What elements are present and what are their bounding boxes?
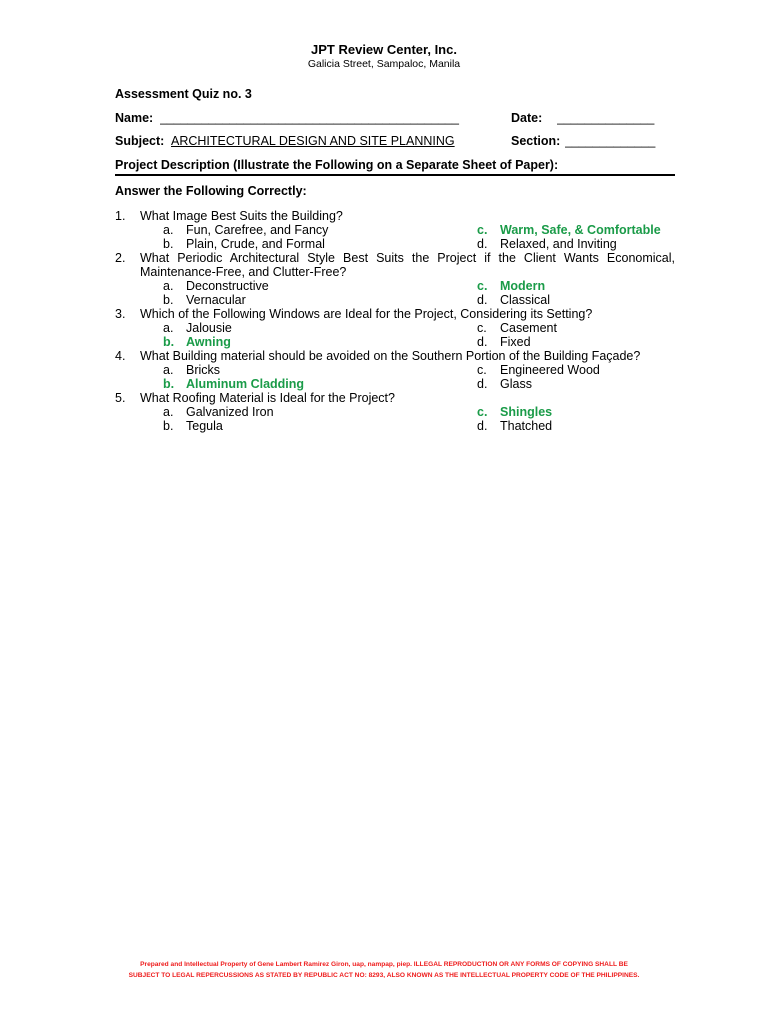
option-letter: d. bbox=[477, 293, 488, 307]
copyright-footer bbox=[60, 959, 708, 981]
correct-option-text: Warm, Safe, & Comfortable bbox=[500, 223, 661, 237]
option-text: Thatched bbox=[500, 419, 553, 433]
section-field[interactable]: _____________ bbox=[565, 134, 656, 148]
option-letter: a. bbox=[163, 363, 174, 377]
option-text: Jalousie bbox=[186, 321, 232, 335]
subject-value: ARCHITECTURAL DESIGN AND SITE PLANNING bbox=[171, 134, 455, 148]
name-field[interactable]: ___________________________________________ bbox=[160, 111, 459, 125]
correct-option-text: Shingles bbox=[500, 405, 553, 419]
section-heading: Answer the Following Correctly: bbox=[115, 184, 307, 198]
option-text: Tegula bbox=[186, 419, 223, 433]
name-label: Name: bbox=[115, 111, 154, 125]
organization-title: JPT Review Center, Inc. bbox=[311, 42, 457, 57]
option-text: Galvanized Iron bbox=[186, 405, 274, 419]
option-letter: b. bbox=[163, 419, 174, 433]
option-letter: d. bbox=[477, 377, 488, 391]
option-text: Fixed bbox=[500, 335, 531, 349]
option-text: Glass bbox=[500, 377, 532, 391]
section-label: Section: bbox=[511, 134, 561, 148]
quiz-label: Assessment Quiz no. 3 bbox=[115, 87, 252, 101]
option-text: Bricks bbox=[186, 363, 221, 377]
correct-option-letter: b. bbox=[163, 377, 175, 391]
option-letter: d. bbox=[477, 419, 488, 433]
question-number: 5. bbox=[115, 391, 126, 405]
option-letter: b. bbox=[163, 237, 174, 251]
date-label: Date: bbox=[511, 111, 543, 125]
question-number: 2. bbox=[115, 251, 126, 265]
option-text: Relaxed, and Inviting bbox=[500, 237, 617, 251]
option-text: Classical bbox=[500, 293, 551, 307]
subject-label: Subject: bbox=[115, 134, 165, 148]
option-text: Engineered Wood bbox=[500, 363, 600, 377]
correct-option-letter: c. bbox=[477, 279, 488, 293]
question-text: What Roofing Material is Ideal for the Project? bbox=[140, 391, 395, 405]
question-number: 3. bbox=[115, 307, 126, 321]
correct-option-letter: c. bbox=[477, 223, 488, 237]
question-number: 1. bbox=[115, 209, 126, 223]
question-number: 4. bbox=[115, 349, 126, 363]
option-letter: a. bbox=[163, 279, 174, 293]
option-text: Plain, Crude, and Formal bbox=[186, 237, 325, 251]
divider-rule bbox=[115, 174, 675, 176]
correct-option-letter: b. bbox=[163, 335, 175, 349]
question-text: Which of the Following Windows are Ideal for the Project, Considering its Setting? bbox=[140, 307, 593, 321]
option-letter: a. bbox=[163, 223, 174, 237]
option-letter: c. bbox=[477, 363, 487, 377]
project-description: Project Description (Illustrate the Following on a Separate Sheet of Paper): bbox=[115, 158, 559, 172]
correct-option-letter: c. bbox=[477, 405, 488, 419]
question-text: What Building material should be avoided on the Southern Portion of the Building Façade? bbox=[140, 349, 641, 363]
option-letter: c. bbox=[477, 321, 487, 335]
option-text: Vernacular bbox=[186, 293, 246, 307]
option-letter: d. bbox=[477, 237, 488, 251]
option-letter: a. bbox=[163, 321, 174, 335]
question-text: What Periodic Architectural Style Best Suits the Project if the Client Wants Economical, Maintenance-Free, and Clutter-Free? bbox=[140, 251, 675, 279]
question-text: What Image Best Suits the Building? bbox=[140, 209, 343, 223]
footer-line-2: SUBJECT TO LEGAL REPERCUSSIONS AS STATED BY REPUBLIC ACT NO: 8293, ALSO KNOWN AS THE INTELLECTUAL PROPERTY CODE OF THE PHILIPPINES. bbox=[128, 972, 640, 979]
option-letter: d. bbox=[477, 335, 488, 349]
footer-line-1: Prepared and Intellectual Property of Gene Lambert Ramirez Giron, uap, nampap, piep. ILLEGAL REPRODUCTION OR ANY FORMS OF COPYING SHALL BE bbox=[140, 961, 628, 968]
option-letter: a. bbox=[163, 405, 174, 419]
option-text: Casement bbox=[500, 321, 557, 335]
correct-option-text: Awning bbox=[186, 335, 231, 349]
correct-option-text: Modern bbox=[500, 279, 546, 293]
date-field[interactable]: ______________ bbox=[557, 111, 655, 125]
option-letter: b. bbox=[163, 293, 174, 307]
organization-address: Galicia Street, Sampaloc, Manila bbox=[307, 58, 461, 70]
option-text: Deconstructive bbox=[186, 279, 269, 293]
correct-option-text: Aluminum Cladding bbox=[186, 377, 305, 391]
option-text: Fun, Carefree, and Fancy bbox=[186, 223, 329, 237]
